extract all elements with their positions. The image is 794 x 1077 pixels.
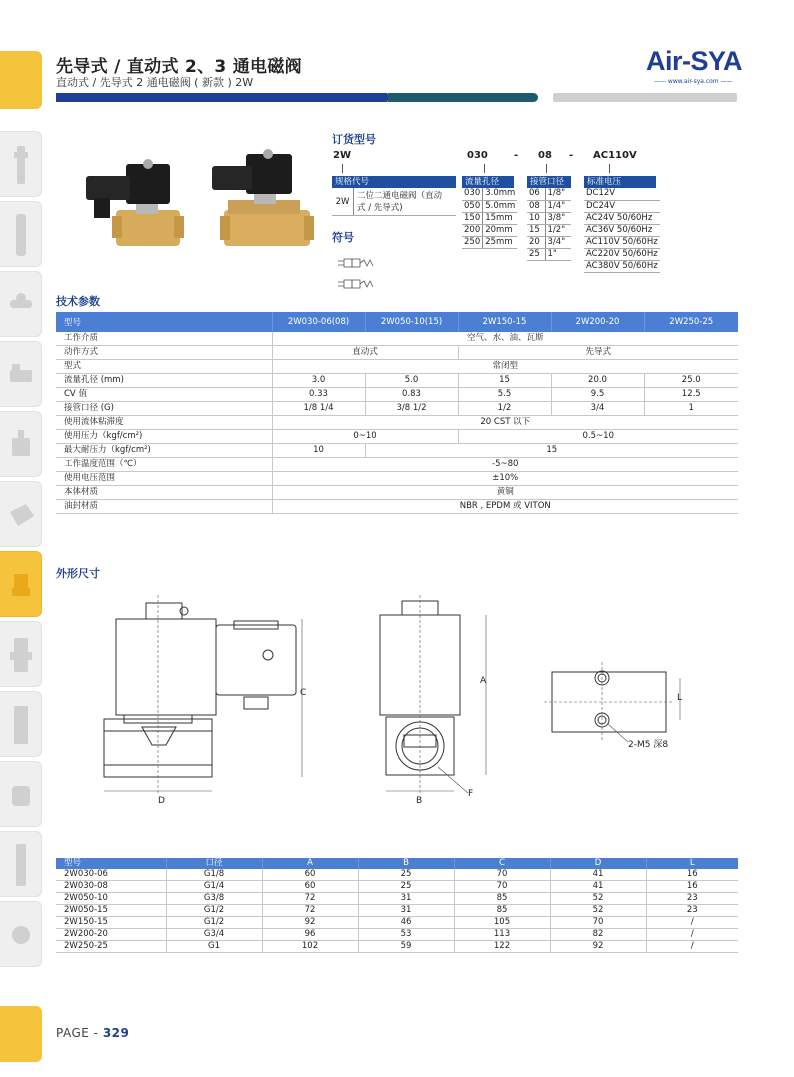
dim-cell: G1/2 (166, 905, 262, 917)
spec-value: 常闭型 (272, 360, 738, 374)
spec-label: 动作方式 (56, 346, 272, 360)
dim-cell: 2W050-10 (56, 893, 166, 905)
valve-symbol-icon (336, 256, 384, 292)
side-tab-filter-2[interactable] (0, 201, 42, 267)
dim-cell: 70 (454, 881, 550, 893)
side-tab-regulator[interactable] (0, 621, 42, 687)
dim-cell: G1/4 (166, 881, 262, 893)
spec-value: 1/8 1/4 (272, 402, 365, 416)
spec-value: 25.0 (644, 374, 738, 388)
dim-cell: 92 (262, 917, 358, 929)
side-tab-filter[interactable] (0, 131, 42, 197)
dim-cell: 70 (454, 869, 550, 881)
voltage-option: AC220V 50/60Hz (586, 248, 658, 259)
voltage-option: AC380V 50/60Hz (586, 260, 658, 271)
dim-cell: G3/8 (166, 893, 262, 905)
side-tab-solenoid[interactable] (0, 551, 42, 617)
dim-col: D (550, 858, 646, 869)
page-label: PAGE - (56, 1026, 103, 1040)
spec-row-temp (56, 458, 738, 472)
brand-logo: Air-SYA (646, 46, 743, 76)
page-title: 先导式 / 直动式 2、3 通电磁阀 (56, 57, 302, 77)
order-heading: 订货型号 (332, 133, 376, 146)
spec-value: 空气、水、油、瓦斯 (272, 332, 738, 346)
product-photo-pilot (208, 146, 318, 256)
port-code: 20 (527, 236, 545, 248)
spec-row-port (56, 402, 738, 416)
dim-label-d: D (158, 796, 165, 806)
dim-cell: 59 (358, 941, 454, 953)
voltage-table (584, 188, 660, 273)
table-row (56, 917, 738, 929)
port-header: 接管口径 (527, 176, 571, 188)
dim-cell: 105 (454, 917, 550, 929)
dim-cell: G1 (166, 941, 262, 953)
dim-col: 口径 (166, 858, 262, 869)
dim-col: A (262, 858, 358, 869)
spec-value: 先导式 (458, 346, 738, 360)
dim-cell: / (646, 929, 738, 941)
spec-col: 2W050-10(15) (365, 312, 458, 332)
side-tab-valve[interactable] (0, 411, 42, 477)
spec-value: 3/4 (551, 402, 644, 416)
spec-label: 本体材质 (56, 486, 272, 500)
side-tab-silencer[interactable] (0, 831, 42, 897)
dimension-table (56, 858, 738, 953)
port-block (527, 176, 571, 261)
voltage-option: AC24V 50/60Hz (584, 212, 660, 224)
voltage-option: DC24V (584, 200, 660, 212)
flow-size: 15mm (483, 212, 518, 224)
spec-header-row (56, 312, 738, 332)
port-row (527, 212, 571, 224)
spec-col: 2W250-25 (644, 312, 738, 332)
spec-label: 最大耐压力（kgf/cm²) (56, 444, 272, 458)
side-tab-cylinder[interactable] (0, 341, 42, 407)
spec-label: 油封材质 (56, 500, 272, 514)
spec-value: 1 (644, 402, 738, 416)
port-size: 3/4" (545, 236, 571, 248)
port-code: 08 (527, 200, 545, 212)
dim-cell: 25 (358, 881, 454, 893)
dim-cell: 23 (646, 905, 738, 917)
header-bar-teal (388, 93, 538, 102)
port-size: 1/4" (545, 200, 571, 212)
order-code-series: 2W (333, 150, 351, 161)
flow-code: 150 (462, 212, 483, 224)
spec-heading: 技术参数 (56, 295, 100, 308)
dim-cell: 96 (262, 929, 358, 941)
side-tab-misc[interactable] (0, 901, 42, 967)
spec-value: 5.5 (458, 388, 551, 402)
port-table (527, 188, 571, 261)
order-tick (609, 164, 610, 173)
dim-cell: 2W030-06 (56, 869, 166, 881)
dim-cell: 23 (646, 893, 738, 905)
front-view-drawing (96, 595, 326, 815)
spec-label: 工作温度范围（℃） (56, 458, 272, 472)
spec-row-voltage (56, 472, 738, 486)
spec-code-desc-1: 二位二通电磁阀（直动 (357, 191, 443, 201)
spec-row-orifice (56, 374, 738, 388)
order-code-flow: 030 (467, 150, 488, 161)
spec-value: -5~80 (272, 458, 738, 472)
symbol-heading: 符号 (332, 231, 354, 244)
dim-cell: 92 (550, 941, 646, 953)
flow-code: 250 (462, 236, 483, 248)
spec-code-header: 规格代号 (332, 176, 456, 188)
side-tab-bottom (0, 1006, 42, 1062)
dim-cell: 52 (550, 905, 646, 917)
port-size: 1/8" (545, 188, 571, 200)
dim-cell: G3/4 (166, 929, 262, 941)
side-tab-actuator[interactable] (0, 481, 42, 547)
dim-cell: 16 (646, 869, 738, 881)
spec-row-proof (56, 444, 738, 458)
dim-col: 型号 (56, 858, 166, 869)
dim-col: L (646, 858, 738, 869)
spec-label: 流量孔径 (mm) (56, 374, 272, 388)
dim-header-row (56, 858, 738, 869)
spec-value: 直动式 (272, 346, 458, 360)
voltage-block (584, 176, 656, 273)
dim-cell: 60 (262, 869, 358, 881)
port-code: 06 (527, 188, 545, 200)
spec-value: 3/8 1/2 (365, 402, 458, 416)
spec-code-desc-2: 式 / 先导式) (357, 203, 403, 213)
port-row (527, 200, 571, 212)
dim-cell: 70 (550, 917, 646, 929)
page-subtitle: 直动式 / 先导式 2 通电磁阀 ( 新款 ) 2W (56, 76, 254, 89)
spec-table (56, 312, 738, 514)
side-view-drawing (368, 595, 508, 815)
dim-cell: G1/8 (166, 869, 262, 881)
table-row (56, 869, 738, 881)
spec-row-type (56, 360, 738, 374)
spec-value: 0.83 (365, 388, 458, 402)
dim-cell: 31 (358, 893, 454, 905)
dim-cell: 41 (550, 869, 646, 881)
port-size: 1" (545, 248, 571, 260)
spec-value: 12.5 (644, 388, 738, 402)
spec-code-block (332, 176, 456, 216)
spec-row-pressure (56, 430, 738, 444)
spec-label: 工作介质 (56, 332, 272, 346)
spec-value: 5.0 (365, 374, 458, 388)
dim-label-a: A (480, 676, 487, 686)
table-row (56, 941, 738, 953)
dim-cell: 2W250-25 (56, 941, 166, 953)
side-tab-top (0, 51, 42, 109)
dim-cell: 85 (454, 893, 550, 905)
table-row (56, 929, 738, 941)
flow-row (462, 212, 517, 224)
spec-value: 1/2 (458, 402, 551, 416)
port-row (527, 248, 571, 260)
flow-row (462, 188, 517, 200)
spec-row-body (56, 486, 738, 500)
spec-label: CV 值 (56, 388, 272, 402)
dim-cell: 2W030-08 (56, 881, 166, 893)
port-code: 15 (527, 224, 545, 236)
spec-value: 15 (458, 374, 551, 388)
spec-col: 2W150-15 (458, 312, 551, 332)
dim-cell: 2W150-15 (56, 917, 166, 929)
flow-size: 20mm (483, 224, 518, 236)
bottom-view-drawing (544, 662, 694, 752)
side-tab-fitting[interactable] (0, 271, 42, 337)
spec-col: 2W200-20 (551, 312, 644, 332)
spec-value: 3.0 (272, 374, 365, 388)
flow-code: 050 (462, 200, 483, 212)
spec-row-action (56, 346, 738, 360)
port-row (527, 236, 571, 248)
spec-row-medium (56, 332, 738, 346)
dim-col: C (454, 858, 550, 869)
port-size: 1/2" (545, 224, 571, 236)
port-code: 10 (527, 212, 545, 224)
header-bar-grey (553, 93, 737, 102)
flow-header: 流量孔径 (462, 176, 514, 188)
side-tab-gripper[interactable] (0, 761, 42, 827)
table-row (56, 893, 738, 905)
voltage-option: AC110V 50/60Hz (586, 236, 658, 247)
dim-cell: 53 (358, 929, 454, 941)
order-code-dash-1: - (514, 150, 519, 161)
spec-row-seal (56, 500, 738, 514)
spec-label: 使用电压范围 (56, 472, 272, 486)
order-code-port: 08 (538, 150, 552, 161)
spec-value: 10 (272, 444, 365, 458)
flow-row (462, 200, 517, 212)
voltage-option: DC12V (584, 188, 660, 200)
order-tick (484, 164, 485, 173)
dim-label-c: C (300, 688, 307, 698)
header-bar-blue (56, 93, 388, 102)
product-photo-direct (76, 150, 186, 260)
dim-cell: 122 (454, 941, 550, 953)
dim-cell: 102 (262, 941, 358, 953)
order-tick (546, 164, 547, 173)
dim-cell: 60 (262, 881, 358, 893)
dim-cell: 16 (646, 881, 738, 893)
port-row (527, 224, 571, 236)
order-tick (342, 164, 343, 173)
dim-cell: / (646, 941, 738, 953)
flow-row (462, 236, 517, 248)
spec-value: 20 CST 以下 (272, 416, 738, 430)
port-row (527, 188, 571, 200)
spec-col-model: 型号 (56, 312, 272, 332)
flow-size: 25mm (483, 236, 518, 248)
dim-cell: 2W200-20 (56, 929, 166, 941)
dim-cell: 25 (358, 869, 454, 881)
side-tab-cylinder-2[interactable] (0, 691, 42, 757)
brand-url: —— www.air-sya.com —— (654, 78, 733, 85)
spec-label: 使用压力（kgf/cm²) (56, 430, 272, 444)
spec-row-viscosity (56, 416, 738, 430)
spec-value: 0~10 (272, 430, 458, 444)
dim-cell: 113 (454, 929, 550, 941)
spec-label: 使用流体粘滞度 (56, 416, 272, 430)
page-number (56, 1026, 129, 1040)
spec-label: 型式 (56, 360, 272, 374)
page-number-value: 329 (102, 1026, 130, 1040)
flow-block (462, 176, 514, 249)
spec-value: 15 (365, 444, 738, 458)
spec-label: 接管口径 (G) (56, 402, 272, 416)
dim-col: B (358, 858, 454, 869)
order-code-voltage: AC110V (593, 150, 637, 161)
dim-cell: 46 (358, 917, 454, 929)
port-code: 25 (527, 248, 545, 260)
spec-code-value: 2W (332, 188, 354, 215)
dimensions-heading: 外形尺寸 (56, 567, 100, 580)
spec-value: NBR , EPDM 或 VITON (272, 500, 738, 514)
port-size: 3/8" (545, 212, 571, 224)
dim-label-b: B (416, 796, 423, 806)
flow-code: 030 (462, 188, 483, 200)
spec-col: 2W030-06(08) (272, 312, 365, 332)
voltage-header: 标准电压 (584, 176, 656, 188)
flow-size: 3.0mm (483, 188, 518, 200)
flow-table (462, 188, 517, 249)
dim-cell: 41 (550, 881, 646, 893)
flow-size: 5.0mm (483, 200, 518, 212)
dim-cell: 2W050-15 (56, 905, 166, 917)
spec-value: ±10% (272, 472, 738, 486)
dim-label-l: L (677, 693, 683, 703)
spec-value: 9.5 (551, 388, 644, 402)
table-row (56, 881, 738, 893)
order-code-dash-2: - (569, 150, 574, 161)
spec-value: 0.5~10 (458, 430, 738, 444)
voltage-option: AC36V 50/60Hz (584, 224, 660, 236)
flow-code: 200 (462, 224, 483, 236)
dim-label-f: F (468, 789, 474, 799)
flow-row (462, 224, 517, 236)
dim-cell: 31 (358, 905, 454, 917)
dim-cell: 85 (454, 905, 550, 917)
dim-label-m5: 2-M5 深8 (628, 740, 669, 750)
spec-row-cv (56, 388, 738, 402)
dim-cell: 72 (262, 905, 358, 917)
dim-cell: 72 (262, 893, 358, 905)
dim-cell: / (646, 917, 738, 929)
dim-cell: G1/2 (166, 917, 262, 929)
spec-value: 0.33 (272, 388, 365, 402)
dim-cell: 52 (550, 893, 646, 905)
dim-cell: 82 (550, 929, 646, 941)
table-row (56, 905, 738, 917)
spec-value: 20.0 (551, 374, 644, 388)
spec-value: 黄铜 (272, 486, 738, 500)
